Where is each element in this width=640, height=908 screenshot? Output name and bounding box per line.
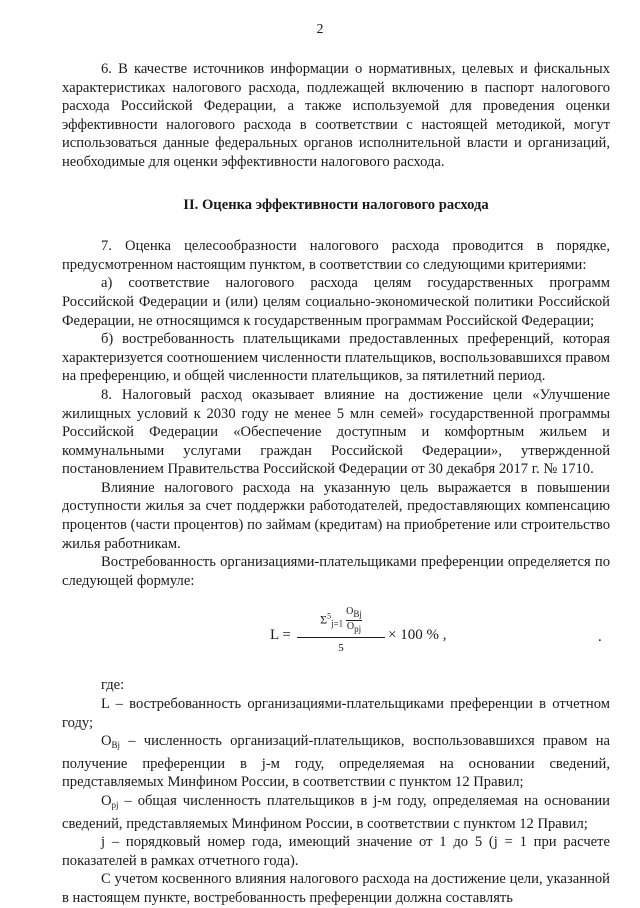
definition-Opj-text: – общая численность плательщиков в j-м году, определяемая на основании сведений, представляемых Минфином России, в соответствии с пунктом 12 Правил; [62, 793, 610, 832]
where-label: где: [101, 677, 125, 694]
document-body [62, 60, 610, 908]
inner-numerator-sub: Bj [353, 609, 362, 620]
definition-L: L – востребованность организациями-плательщиками преференции в отчетном году; [62, 696, 610, 731]
paragraph-6: 6. В качестве источников информации о нормативных, целевых и фискальных характеристиках налогового расхода, подлежащей включению в паспорт налогового расхода Российской Федерации, а также используемой для проведения оценки эффективности налогового расхода в соответствии с настоящей методикой, могут использоваться данные федеральных органов исполнительной власти и организаций, необходимые для оценки эффективности налогового расхода. [62, 61, 610, 170]
inner-denominator-sub: pj [354, 624, 362, 635]
inner-numerator: O [346, 606, 354, 618]
formula-denominator: 5 [338, 642, 344, 655]
inner-fraction [346, 606, 362, 635]
symbol-Opj: O [101, 793, 112, 809]
definition-j: j – порядковый номер года, имеющий значение от 1 до 5 (j = 1 при расчете показателей в рамках отчетного года). [62, 834, 610, 869]
page-number: 2 [316, 22, 324, 37]
formula-rhs: × 100 % , [388, 627, 447, 644]
paragraph-7b: б) востребованность плательщиками предоставленных преференций, которая характеризуется соотношением численности плательщиков, воспользовавшихся правом на преференцию, и общей численности плательщиков, за пятилетний период. [62, 331, 610, 385]
definition-OBj-text: – численность организаций-плательщиков, воспользовавшихся правом на получение преференции в j-м году, определяемая на основании сведений, представляемых Минфином России, в соответствии с пунктом 12 Правил; [62, 733, 610, 791]
paragraph-8: 8. Налоговый расход оказывает влияние на достижение цели «Улучшение жилищных условий к 2030 году не менее 5 млн семей» государственной программы Российской Федерации «Обеспечение доступным и комфортным жильем и коммунальными услугами граждан Российской Федерации», утвержденной постановлением Правительства Российской Федерации от 30 декабря 2017 г. № 1710. [62, 386, 610, 478]
formula-numerator [297, 606, 385, 638]
formula-fraction [297, 606, 385, 658]
definition-OBj [62, 732, 610, 792]
paragraph-7: 7. Оценка целесообразности налогового расхода проводится в порядке, предусмотренном настоящим пунктом, в соответствии со следующими критериями: [62, 238, 610, 273]
sum-lower: j=1 [331, 618, 344, 629]
formula-block [62, 598, 610, 670]
formula-lhs: L = [270, 627, 291, 644]
inner-denominator: O [346, 621, 355, 633]
paragraph-formula-intro: Востребованность организациями-плательщиками преференции определяется по следующей формуле: [62, 554, 610, 589]
paragraph-7a: а) соответствие налогового расхода целям государственных программ Российской Федерации и (или) целям социально-экономической политики Российской Федерации, не относящимся к государственным программам Российской Федерации; [62, 275, 610, 329]
paragraph-influence: Влияние налогового расхода на указанную цель выражается в повышении доступности жилья за счет поддержки работодателей, предоставляющих компенсацию процентов (части процентов) по займам (кредитам) на приобретение или строительство жилья работникам. [62, 479, 610, 552]
symbol-OBj: O [101, 733, 112, 750]
symbol-OBj-sub: Bj [111, 740, 121, 751]
sum-symbol: Σ [320, 612, 328, 627]
paragraph-last: С учетом косвенного влияния налогового расхода на достижение цели, указанной в настоящем пункте, востребованность преференции должна составлять [62, 871, 610, 906]
definition-Opj [62, 792, 610, 833]
symbol-Opj-sub: pj [111, 800, 119, 810]
section-heading: II. Оценка эффективности налогового расхода [183, 196, 489, 213]
formula-trailing-dot: . [598, 629, 602, 646]
sum-upper: 5 [327, 611, 332, 621]
